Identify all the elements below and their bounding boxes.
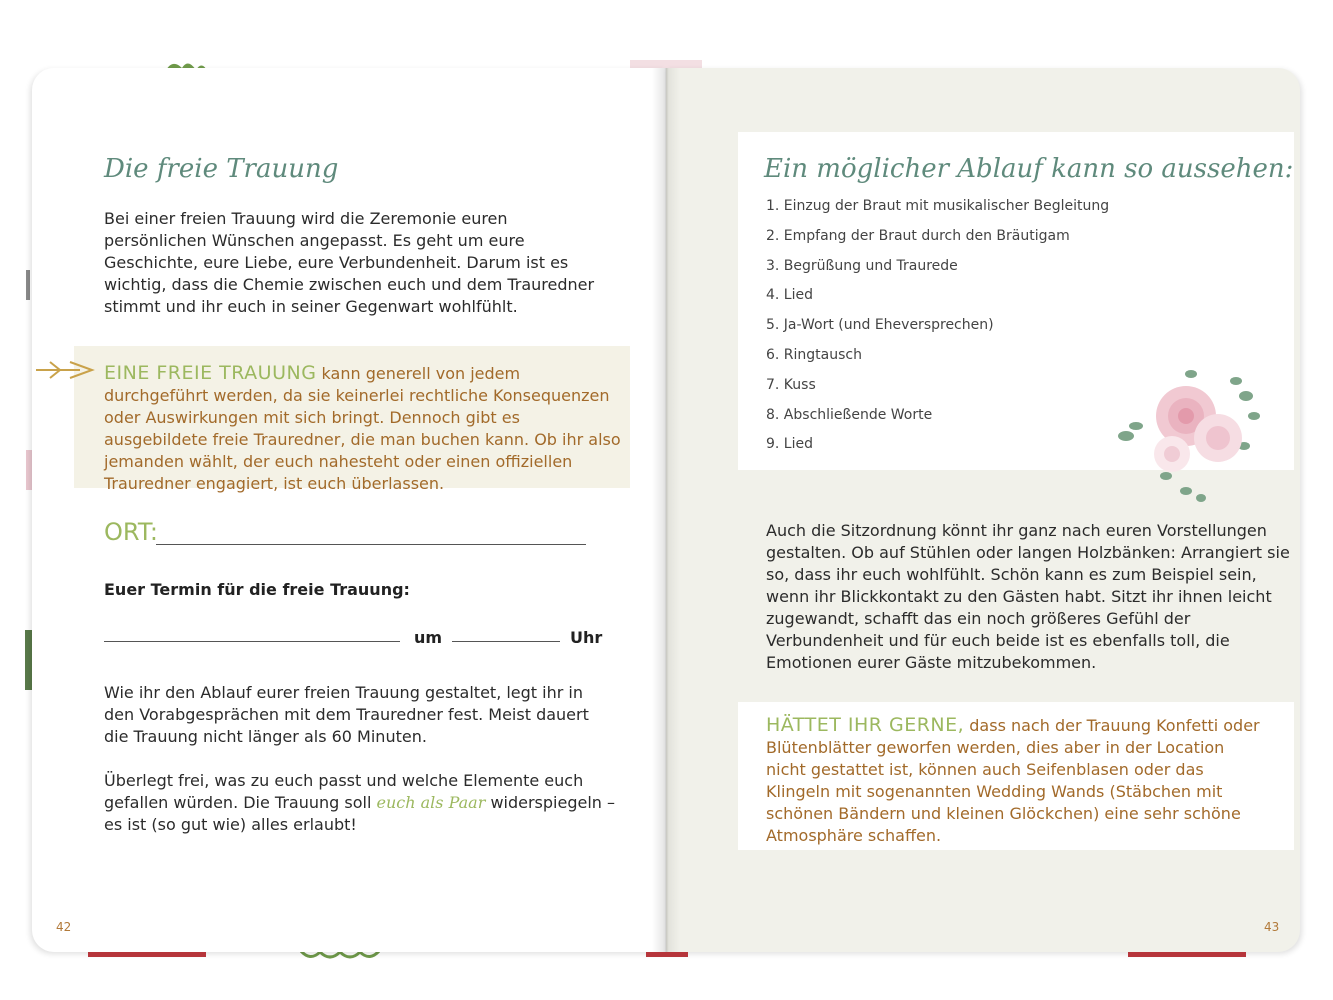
time-input-line[interactable] (452, 641, 560, 642)
seating-paragraph: Auch die Sitzordnung könnt ihr ganz nach euren Vorstellungen gestalten. Ob auf Stühlen oder langen Holzbänken: Arrangiert sie so, dass ihr euch wohlfühlt. Schön kann es zum Beispiel sein, wenn ihr Blickkontakt zu den Gästen habt. Sitzt ihr ihnen leicht zugewandt, schafft das ein noch größeres Gefühl der Verbundenheit und für euch beide ist es ebenfalls toll, die Emotionen eurer Gäste mitzubekommen. (766, 521, 1290, 672)
page-title: Die freie Trauung (104, 154, 339, 184)
list-item: 3. Begrüßung und Traurede (766, 257, 958, 274)
tip-heading: EINE FREIE TRAUUNG (104, 362, 317, 384)
termin-label: Euer Termin für die freie Trauung: (104, 580, 410, 599)
uhr-label: Uhr (570, 628, 603, 647)
para3-text-start: Überlegt frei, was zu euch passt und welche Elemente euch gefallen würden. Die Trauung soll (104, 771, 584, 812)
ribbon-bookmark (1128, 952, 1246, 957)
tip-text-right (766, 714, 1266, 847)
list-item: 7. Kuss (766, 376, 816, 393)
tip-body-right: dass nach der Trauung Konfetti oder Blütenblätter geworfen werden, dies aber in der Location nicht gestattet ist, können auch Seifenblasen oder das Klingeln mit sogenannten Wedding Wands (Stäbchen mit schönen Bändern und kleinen Glöckchen) eine sehr schöne Atmosphäre schaffen. (766, 716, 1260, 845)
list-item: 9. Lied (766, 436, 813, 453)
para3-text-end: widerspiegeln – es ist (so gut wie) alles erlaubt! (104, 793, 616, 834)
date-input-line[interactable] (104, 641, 400, 642)
ort-input-line[interactable] (156, 544, 586, 545)
tip-heading-right: HÄTTET IHR GERNE, (766, 714, 965, 736)
steps-title: Ein möglicher Ablauf kann so aussehen: (764, 154, 1294, 184)
arrow-icon (36, 360, 96, 380)
right-page (666, 68, 1300, 952)
list-item: 4. Lied (766, 287, 813, 304)
list-item: 2. Empfang der Braut durch den Bräutigam (766, 227, 1070, 244)
ablauf-paragraph: Wie ihr den Ablauf eurer freien Trauung gestaltet, legt ihr in den Vorabgesprächen mit dem Trauredner fest. Meist dauert die Trauung nicht länger als 60 Minuten. (104, 683, 589, 746)
open-book (32, 68, 1300, 952)
intro-paragraph: Bei einer freien Trauung wird die Zeremonie euren persönlichen Wünschen angepasst. Es geht um eure Geschichte, eure Liebe, eure Verbundenheit. Darum ist es wichtig, dass die Chemie zwischen euch und dem Trauredner stimmt und ihr euch in seiner Gegenwart wohlfühlt. (104, 209, 595, 316)
list-item: 5. Ja-Wort (und Eheversprechen) (766, 317, 994, 334)
ribbon-bookmark (646, 952, 688, 957)
book-gutter (652, 68, 680, 952)
list-item: 8. Abschließende Worte (766, 406, 933, 423)
um-label: um (414, 628, 443, 647)
tip-body: kann generell von jedem durchgeführt werden, da sie keinerlei rechtliche Konsequenzen oder Auswirkungen mit sich bringt. Dennoch gibt es ausgebildete freie Trauredner, die man buchen kann. Ob ihr also jemanden wählt, der euch nahesteht oder einen offiziellen Trauredner engagiert, ist euch überlassen. (104, 364, 621, 493)
steps-list (766, 196, 1109, 464)
page-number-left: 42 (56, 920, 72, 934)
page-number-right: 43 (1264, 920, 1280, 934)
elements-paragraph (104, 770, 634, 836)
ort-label: ORT: (104, 518, 158, 546)
para3-highlight: euch als Paar (376, 793, 486, 812)
left-page (32, 68, 666, 952)
flower-bouquet-icon (1106, 366, 1266, 506)
list-item: 6. Ringtausch (766, 346, 862, 363)
tip-text (104, 362, 624, 495)
list-item: 1. Einzug der Braut mit musikalischer Begleitung (766, 198, 1110, 214)
ribbon-bookmark (88, 952, 206, 957)
